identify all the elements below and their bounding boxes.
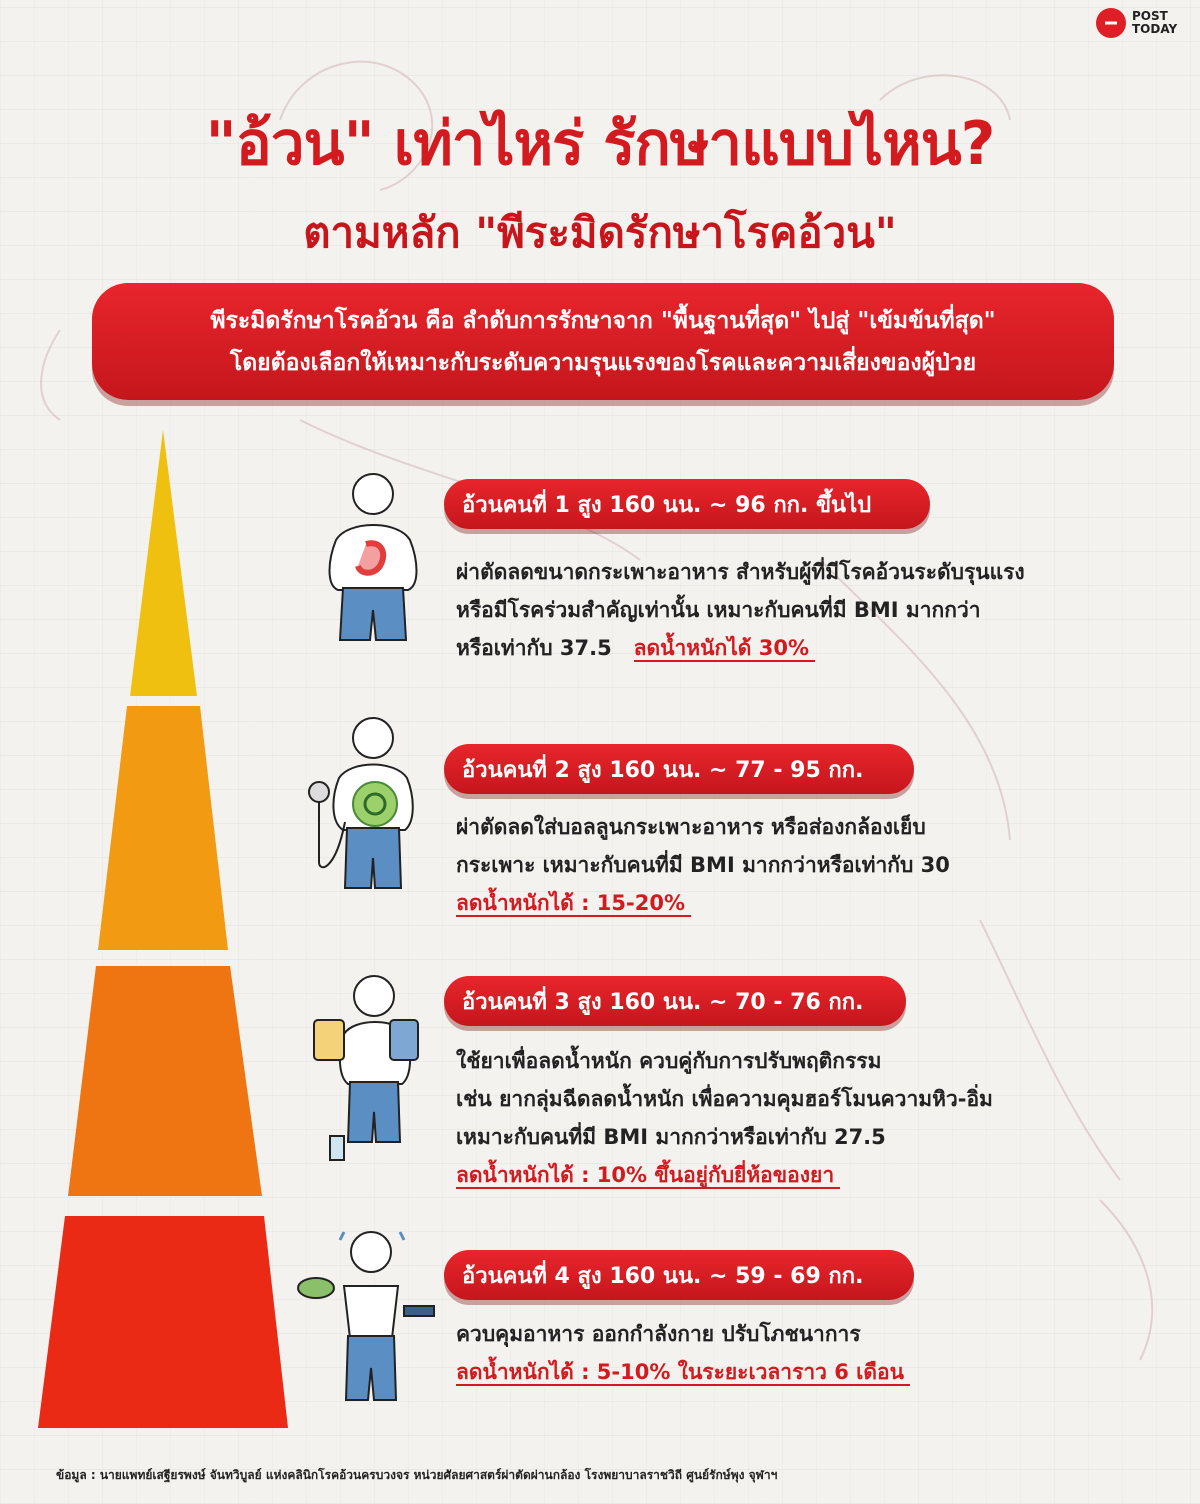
tier-1-label: อ้วนคนที่ 1 สูง 160 นน. ~ 96 กก. ขึ้นไป xyxy=(444,479,930,529)
intro-line-1: พีระมิดรักษาโรคอ้วน คือ ลำดับการรักษาจาก "พื้นฐานที่สุด" ไปสู่ "เข้มข้นที่สุด" xyxy=(210,307,996,334)
tier-3-line-1: ใช้ยาเพื่อลดน้ำหนัก ควบคู่กับการปรับพฤติกรรม xyxy=(456,1049,882,1073)
tier-2-line-1: ผ่าตัดลดใส่บอลลูนกระเพาะอาหาร หรือส่องกล้องเย็บ xyxy=(456,815,926,839)
tier-4-line-1: ควบคุมอาหาร ออกกำลังกาย ปรับโภชนาการ xyxy=(456,1322,861,1346)
tier-1-line-1: ผ่าตัดลดขนาดกระเพาะอาหาร สำหรับผู้ที่มีโรคอ้วนระดับรุนแรง xyxy=(456,560,1025,584)
person-balloon-procedure-icon xyxy=(305,712,425,912)
fit-person-exercise-icon xyxy=(296,1228,446,1428)
source-footer: ข้อมูล : นายแพทย์เสฐียรพงษ์ จันทวิบูลย์ แห่งคลินิกโรคอ้วนครบวงจร หน่วยศัลยศาสตร์ผ่าตัดผ่านกล้อง โรงพยาบาลราชวิถี ศูนย์รักษ์พุง จุฬาฯ xyxy=(56,1468,778,1482)
obese-person-surgery-icon xyxy=(318,470,428,660)
tier-2-result: ลดน้ำหนักได้ : 15-20% xyxy=(456,891,691,917)
tier-1-line-3: หรือเท่ากับ 37.5 xyxy=(456,636,612,660)
tier-1-line-2: หรือมีโรคร่วมสำคัญเท่านั้น เหมาะกับคนที่มี BMI มากกว่า xyxy=(456,598,981,622)
tier-4-description xyxy=(456,1315,910,1391)
tier-3-result: ลดน้ำหนักได้ : 10% ขึ้นอยู่กับยี่ห้อของยา xyxy=(456,1163,840,1189)
tier-2-result-row xyxy=(456,884,950,922)
tier-3-result-row xyxy=(456,1156,993,1194)
tier-3-line-3: เหมาะกับคนที่มี BMI มากกว่าหรือเท่ากับ 27.5 xyxy=(456,1125,886,1149)
tier-1-line-3-row xyxy=(456,629,1025,667)
tier-3-label: อ้วนคนที่ 3 สูง 160 นน. ~ 70 - 76 กก. xyxy=(444,976,906,1026)
pyramid-tier-3 xyxy=(68,966,262,1196)
person-medication-icon xyxy=(310,972,440,1172)
page-title: "อ้วน" เท่าไหร่ รักษาแบบไหน? xyxy=(205,109,995,179)
tier-4-result-row xyxy=(456,1353,910,1391)
pyramid-tier-2 xyxy=(98,706,228,950)
tier-2-description xyxy=(456,808,950,922)
page-subtitle: ตามหลัก "พีระมิดรักษาโรคอ้วน" xyxy=(303,208,897,257)
tier-4-label: อ้วนคนที่ 4 สูง 160 นน. ~ 59 - 69 กก. xyxy=(444,1250,914,1300)
tier-2-label: อ้วนคนที่ 2 สูง 160 นน. ~ 77 - 95 กก. xyxy=(444,744,914,794)
tier-2-line-2: กระเพาะ เหมาะกับคนที่มี BMI มากกว่าหรือเท่ากับ 30 xyxy=(456,853,950,877)
tier-3-line-2: เช่น ยากลุ่มฉีดลดน้ำหนัก เพื่อความคุมฮอร์โมนความหิว-อิ่ม xyxy=(456,1087,993,1111)
tier-1-description xyxy=(456,553,1025,667)
tier-1-result: ลดน้ำหนักได้ 30% xyxy=(634,636,815,662)
pyramid-tier-4 xyxy=(38,1216,288,1428)
tier-3-description xyxy=(456,1042,993,1194)
logo-wordmark: POST TODAY xyxy=(1132,9,1178,36)
pyramid-tier-1 xyxy=(130,430,197,696)
tier-4-result: ลดน้ำหนักได้ : 5-10% ในระยะเวลาราว 6 เดือน xyxy=(456,1360,910,1386)
intro-line-2: โดยต้องเลือกให้เหมาะกับระดับความรุนแรงของโรคและความเสี่ยงของผู้ป่วย xyxy=(229,349,977,376)
